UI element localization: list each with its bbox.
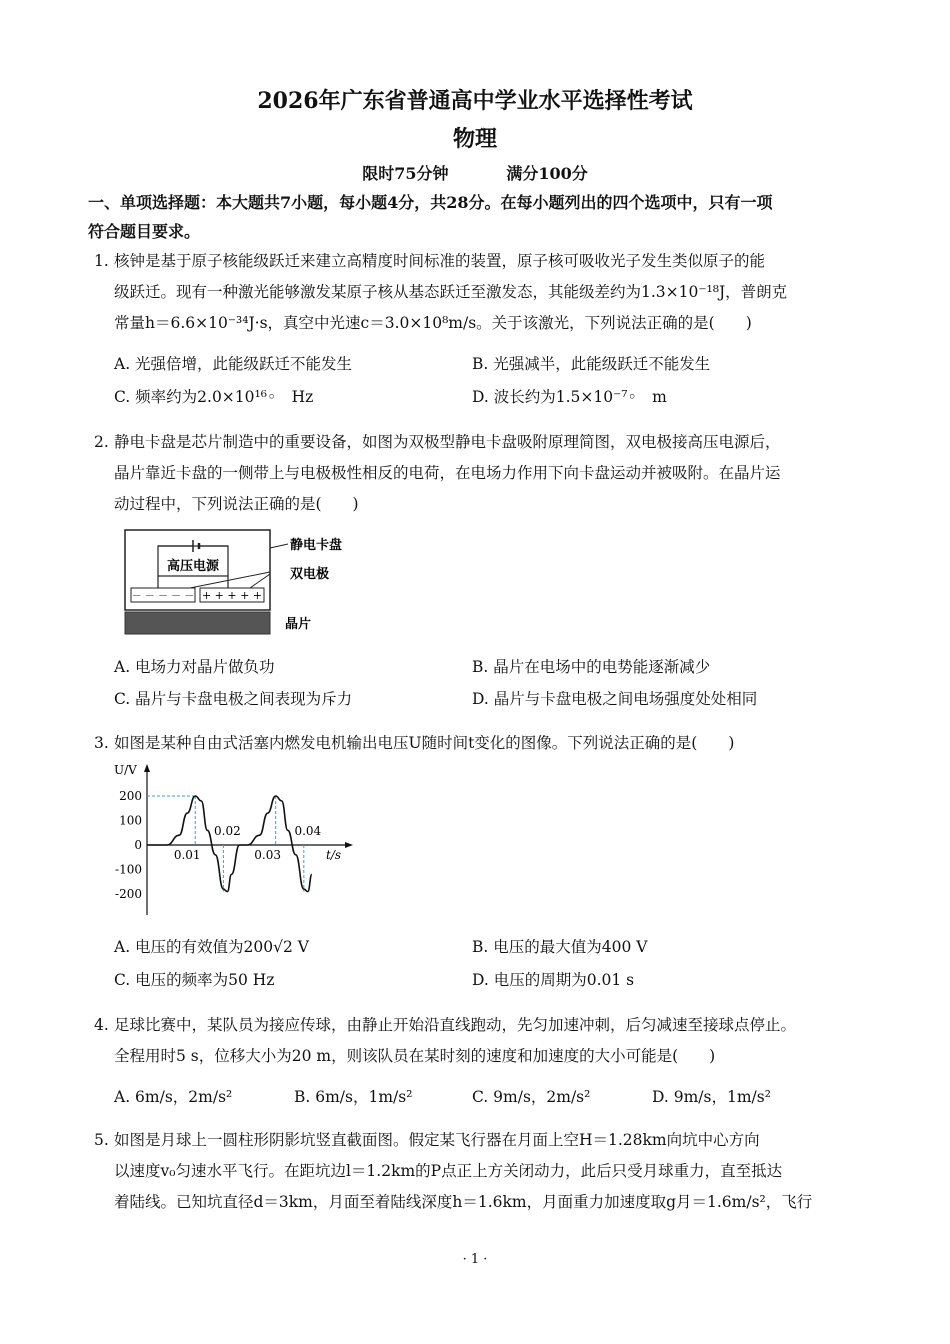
option-b[interactable]: B. 电压的最大值为400 V bbox=[472, 938, 648, 956]
option-c[interactable]: C. 电压的频率为50 Hz bbox=[114, 971, 275, 989]
option-d[interactable]: D. 9m/s，1m/s² bbox=[652, 1088, 771, 1106]
negative-charges: － － － － － bbox=[131, 591, 195, 602]
question-text-line: 常量h＝6.6×10⁻³⁴J·s，真空中光速c＝3.0×10⁸m/s。关于该激光，下列说法正确的是( ) bbox=[114, 314, 752, 332]
question-1 bbox=[94, 246, 874, 339]
full-score: 满分100分 bbox=[506, 164, 588, 183]
y-tick-label: 100 bbox=[119, 813, 142, 828]
question-text-line: 全程用时5 s，位移大小为20 m，则该队员在某时刻的速度和加速度的大小可能是( ) bbox=[114, 1047, 716, 1065]
question-text-line: 晶片靠近卡盘的一侧带上与电极极性相反的电荷，在电场力作用下向卡盘运动并被吸附。在晶片运 bbox=[114, 464, 781, 482]
chuck-figure bbox=[120, 526, 380, 641]
y-tick-label: 0 bbox=[134, 838, 142, 852]
option-d[interactable]: D. 晶片与卡盘电极之间电场强度处处相同 bbox=[472, 690, 758, 708]
option-b[interactable]: B. 6m/s，1m/s² bbox=[294, 1088, 413, 1106]
y-axis-label: U/V bbox=[114, 763, 137, 777]
exam-meta bbox=[0, 161, 950, 184]
question-text-line: 着陆线。已知坑直径d＝3km，月面至着陆线深度h＝1.6km，月面重力加速度取g月＝1.6m/s²，飞行 bbox=[114, 1193, 813, 1211]
option-a[interactable]: A. 6m/s，2m/s² bbox=[114, 1088, 233, 1106]
wafer-label: 晶片 bbox=[285, 617, 312, 632]
x-axis-arrow bbox=[345, 842, 353, 848]
question-3 bbox=[94, 728, 874, 759]
option-d[interactable]: D. 波长约为1.5×10⁻⁷◦ m bbox=[472, 388, 667, 406]
question-text-line: 静电卡盘是芯片制造中的重要设备，如图为双极型静电卡盘吸附原理简图，双电极接高压电源后， bbox=[114, 433, 781, 451]
chuck-label: 静电卡盘 bbox=[290, 538, 343, 553]
page-number: · 1 · bbox=[462, 1252, 488, 1267]
subject-title: 物理 bbox=[452, 126, 497, 152]
question-number: 1. bbox=[94, 252, 109, 270]
x-tick-label: 0.04 bbox=[294, 824, 322, 838]
x-tick-label: 0.02 bbox=[214, 824, 241, 838]
electrode-label: 双电极 bbox=[290, 567, 330, 582]
question-number: 3. bbox=[94, 734, 109, 752]
question-text-line: 核钟是基于原子核能级跃迁来建立高精度时间标准的装置，原子核可吸收光子发生类似原子的能 bbox=[114, 252, 766, 270]
y-tick-label: -100 bbox=[115, 862, 142, 877]
positive-charges: + + + + + bbox=[201, 589, 263, 602]
option-c[interactable]: C. 9m/s，2m/s² bbox=[472, 1088, 591, 1106]
power-source-label: 高压电源 bbox=[166, 559, 220, 574]
question-text-line: 如图是月球上一圆柱形阴影坑竖直截面图。假定某飞行器在月面上空H＝1.28km向坑中心方向 bbox=[114, 1131, 760, 1149]
option-c[interactable]: C. 频率约为2.0×10¹⁶◦ Hz bbox=[114, 388, 314, 406]
question-2 bbox=[94, 427, 874, 520]
question-number: 5. bbox=[94, 1131, 109, 1149]
y-tick-label: -200 bbox=[115, 887, 142, 901]
voltage-time-chart bbox=[110, 760, 360, 920]
question-text-line: 足球比赛中，某队员为接应传球，由静止开始沿直线跑动，先匀加速冲刺，后匀减速至接球点停止。 bbox=[114, 1016, 797, 1034]
option-a[interactable]: A. 电场力对晶片做负功 bbox=[114, 658, 275, 676]
question-number: 4. bbox=[94, 1016, 109, 1034]
x-tick-label: 0.01 bbox=[173, 848, 201, 862]
option-d[interactable]: D. 电压的周期为0.01 s bbox=[472, 971, 635, 989]
option-c[interactable]: C. 晶片与卡盘电极之间表现为斥力 bbox=[114, 690, 353, 708]
x-tick-label: 0.03 bbox=[254, 848, 281, 862]
question-number: 2. bbox=[94, 433, 109, 451]
voltage-curve bbox=[147, 796, 312, 892]
section-heading: 一、单项选择题：本大题共7小题，每小题4分，共28分。在每小题列出的四个选项中，只有一项 符合题目要求。 bbox=[88, 193, 773, 241]
option-a[interactable]: A. 电压的有效值为200√2 V bbox=[114, 938, 309, 956]
question-text-line: 如图是某种自由式活塞内燃发电机输出电压U随时间t变化的图像。下列说法正确的是( ) bbox=[114, 734, 735, 752]
question-text-line: 级跃迁。现有一种激光能够激发某原子核从基态跃迁至激发态，其能级差约为1.3×10⁻¹⁸J，普朗克 bbox=[114, 283, 788, 301]
question-text-line: 以速度v₀匀速水平飞行。在距坑边l＝1.2km的P点正上方关闭动力，此后只受月球重力，直至抵达 bbox=[114, 1162, 783, 1180]
y-axis-arrow bbox=[144, 764, 150, 772]
time-limit: 限时75分钟 bbox=[362, 164, 449, 183]
question-5 bbox=[94, 1125, 874, 1218]
exam-title: 2026年广东省普通高中学业水平选择性考试 bbox=[257, 88, 693, 114]
option-b[interactable]: B. 晶片在电场中的电势能逐渐减少 bbox=[472, 658, 711, 676]
y-tick-label: 200 bbox=[119, 789, 142, 803]
question-4 bbox=[94, 1010, 874, 1072]
option-a[interactable]: A. 光强倍增，此能级跃迁不能发生 bbox=[114, 355, 353, 373]
x-axis-label: t/s bbox=[326, 848, 342, 862]
wafer bbox=[125, 612, 270, 634]
option-b[interactable]: B. 光强减半，此能级跃迁不能发生 bbox=[472, 355, 711, 373]
question-text-line: 动过程中，下列说法正确的是( ) bbox=[114, 495, 359, 513]
